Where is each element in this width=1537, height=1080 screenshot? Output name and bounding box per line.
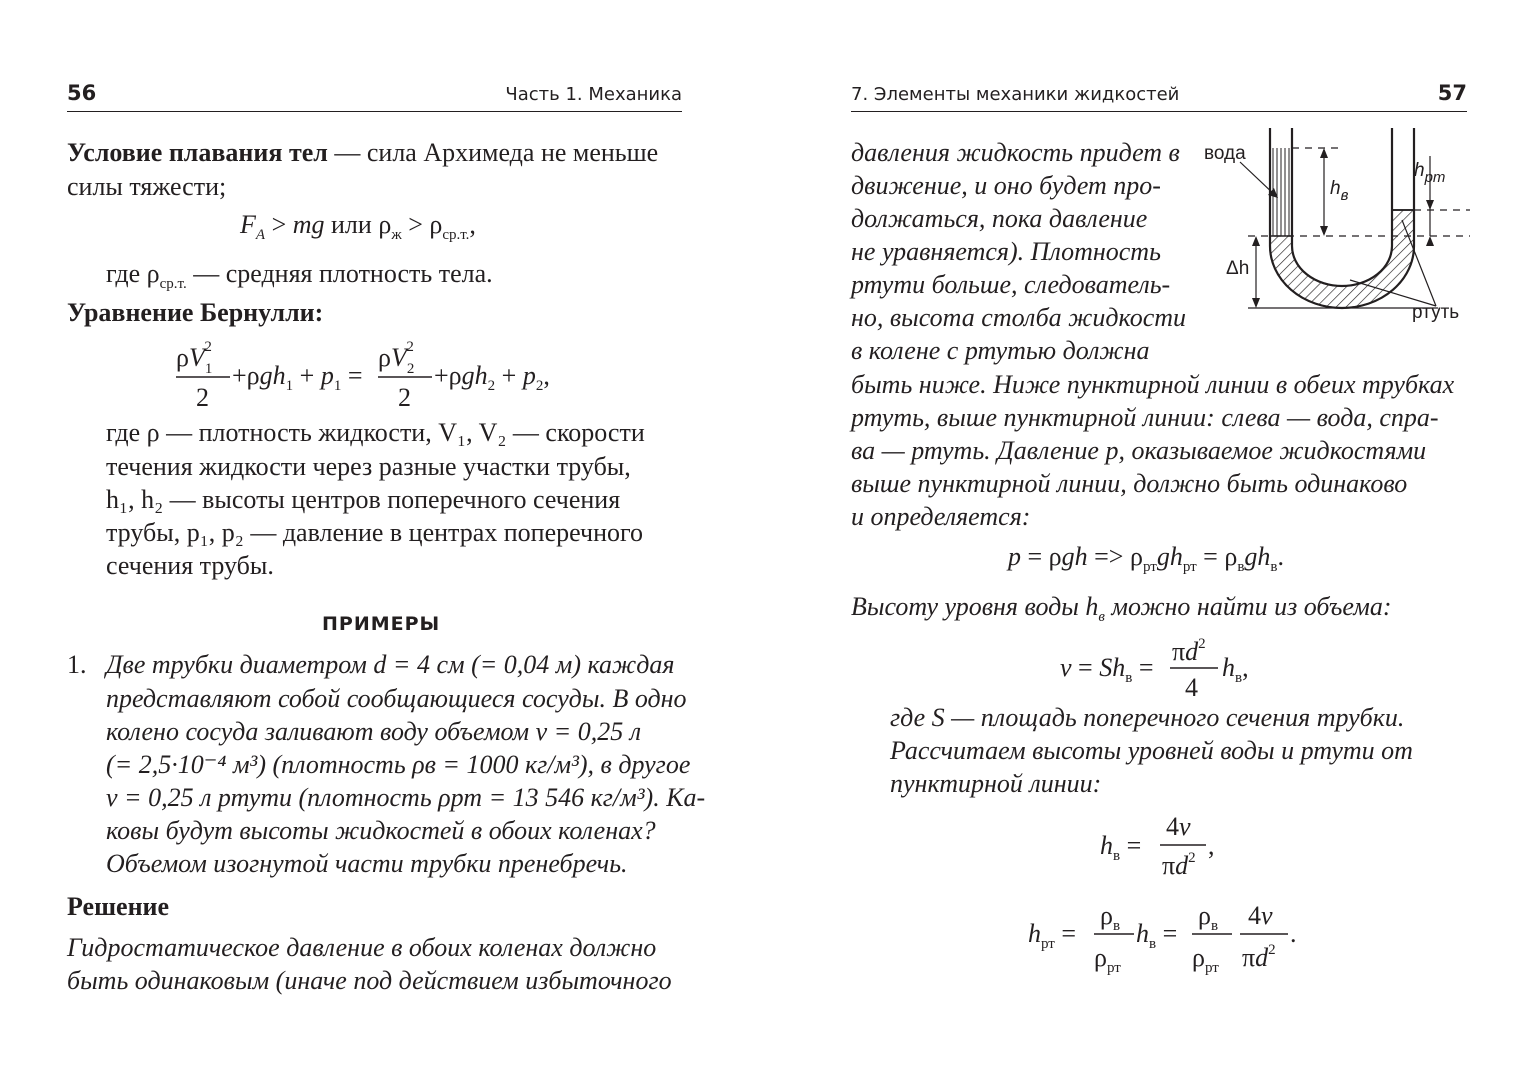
solution-line1: Гидростатическое давление в обоих коленах должно xyxy=(67,933,657,962)
svg-text:ρв: $\rho_в$ xyxy=(1198,901,1219,934)
definition: — сила Архимеда не меньше xyxy=(327,138,659,167)
beside-line3: должаться, пока давление xyxy=(851,204,1148,233)
examples-heading: ПРИМЕРЫ xyxy=(322,613,441,635)
example-number: 1. xyxy=(67,650,87,679)
example-line5: v = 0,25 л ртути (плотность ρрт = 13 546 кг/м³). Ка- xyxy=(106,783,706,812)
floating-condition-line2: силы тяжести; xyxy=(67,172,227,201)
beside-line4: не уравняется). Плотность xyxy=(851,237,1161,266)
example-line6: ковы будут высоты жидкостей в обоих коленах? xyxy=(106,816,656,845)
example-line1: Две трубки диаметром d = 4 см (= 0,04 м) каждая xyxy=(106,650,675,679)
svg-text:ρв: $\rho_в$ xyxy=(1100,901,1121,934)
label-h-water: $h_в$ xyxy=(1330,178,1349,204)
page-number: 56 xyxy=(67,81,97,105)
svg-text:4v: 4v xyxy=(1166,812,1191,841)
svg-text:πd2: $\pi d^2$ xyxy=(1242,942,1276,972)
svg-text:hв,: $h_в$, xyxy=(1222,653,1249,686)
example-line3: колено сосуда заливают воду объемом v = 0,25 л xyxy=(106,717,642,746)
beside-line6: но, высота столба жидкости xyxy=(851,303,1187,332)
beside-line1: давления жидкость придет в xyxy=(851,138,1180,167)
bernoulli-title: Уравнение Бернулли: xyxy=(67,298,324,327)
floating-condition-line1 xyxy=(67,136,658,169)
header-rule xyxy=(851,111,1467,112)
label-mercury: ртуть xyxy=(1412,302,1460,323)
right-page xyxy=(768,0,1537,1080)
example-line7: Объемом изогнутой части трубки пренебречь. xyxy=(106,849,628,878)
full-line5: и определяется: xyxy=(851,502,1031,531)
full-line1: быть ниже. Ниже пунктирной линии в обеих трубках xyxy=(851,370,1455,399)
svg-text:ρV22: $\rho V_22$ xyxy=(378,339,415,377)
water-height-formula xyxy=(1098,808,1238,888)
svg-text:+ρgh1 + p1 =: $+\rho gh_1 + p_1$ = xyxy=(232,361,363,394)
bernoulli-where-line5: сечения трубы. xyxy=(106,551,274,580)
full-line2: ртуть, выше пунктирной линии: слева — вода, спра- xyxy=(851,403,1439,432)
svg-text:ρрт: $\rho_{рт}$ xyxy=(1094,943,1121,976)
volume-formula xyxy=(1058,630,1278,705)
svg-text:πd2: $\pi d^2$ xyxy=(1172,636,1206,666)
svg-text:ρрт: $\rho_{рт}$ xyxy=(1192,943,1219,976)
beside-line5: ртути больше, следователь- xyxy=(851,270,1171,299)
beside-line2: движение, и оно будет про- xyxy=(851,171,1161,200)
bernoulli-where-line1: где ρ — плотность жидкости, V₁, V₂ — скорости xyxy=(106,418,645,447)
tube-inner-wall xyxy=(1292,128,1392,286)
svg-text:.: . xyxy=(1290,919,1297,948)
where-s-line2: Рассчитаем высоты уровней воды и ртути от xyxy=(890,736,1413,765)
example-line4: (= 2,5·10⁻⁴ м³) (плотность ρв = 1000 кг/м³), в другое xyxy=(106,750,691,779)
where-s-line1: где S — площадь поперечного сечения трубки. xyxy=(890,703,1405,732)
bernoulli-where-line4: трубы, p₁, p₂ — давление в центрах поперечного xyxy=(106,518,644,547)
floating-where: где $\rho_{ср.т.}$ — средняя плотность тела. xyxy=(106,259,493,292)
page-number: 57 xyxy=(1437,81,1467,105)
svg-text:2: 2 xyxy=(398,383,411,412)
full-line4: выше пунктирной линии, должно быть одинаково xyxy=(851,469,1408,498)
running-head: 7. Элементы механики жидкостей xyxy=(851,84,1180,105)
svg-text:πd2: $\pi d^2$ xyxy=(1162,850,1196,880)
mercury-height-formula xyxy=(1026,896,1316,978)
bernoulli-where-line2: течения жидкости через разные участки трубы, xyxy=(106,452,631,481)
svg-text:hрт =: $h_{рт}$ = xyxy=(1028,919,1077,952)
label-h-mercury: $h_{рт}$ xyxy=(1414,160,1446,186)
where-s-line3: пунктирной линии: xyxy=(890,769,1102,798)
svg-text:4v: 4v xyxy=(1248,901,1273,930)
bernoulli-equation xyxy=(170,336,590,416)
solution-line2: быть одинаковым (иначе под действием избыточного xyxy=(67,966,672,995)
beside-line7: в колене с ртутью должна xyxy=(851,336,1150,365)
label-delta-h: Δh xyxy=(1226,258,1250,279)
svg-text:2: 2 xyxy=(196,383,209,412)
example-line2: представляют собой сообщающиеся сосуды. В одно xyxy=(106,684,687,713)
height-intro: Высоту уровня воды $h_в$ можно найти из объема: xyxy=(851,592,1392,625)
full-line3: ва — ртуть. Давление р, оказываемое жидкостями xyxy=(851,436,1427,465)
pressure-formula: $p = \rho gh => \rho_{рт}gh_{рт} = \rho_вgh_в$. xyxy=(1008,542,1284,575)
floating-formula: $F_A$ > mg или $\rho_ж > \rho_{ср.т.}$, xyxy=(240,210,476,243)
term: Условие плавания тел xyxy=(67,138,328,167)
svg-text:v = Shв =: $v = Sh_в$ = xyxy=(1060,653,1154,686)
svg-text:4: 4 xyxy=(1185,673,1198,702)
svg-text:ρV12: $\rho V_12$ xyxy=(176,339,213,377)
svg-text:hв =: $h_в$ = xyxy=(1136,919,1178,952)
bernoulli-where-line3: h₁, h₂ — высоты центров поперечного сечения xyxy=(106,485,621,514)
left-page xyxy=(0,0,768,1080)
label-water: вода xyxy=(1204,143,1246,164)
header-rule xyxy=(67,111,682,112)
solution-heading: Решение xyxy=(67,892,170,921)
svg-text:hв =: $h_в$ = xyxy=(1100,831,1142,864)
running-head: Часть 1. Механика xyxy=(505,84,682,105)
svg-text:,: , xyxy=(1208,831,1215,860)
svg-text:+ρgh2 + p2,: $+\rho gh_2 + p_2$, xyxy=(434,361,550,394)
